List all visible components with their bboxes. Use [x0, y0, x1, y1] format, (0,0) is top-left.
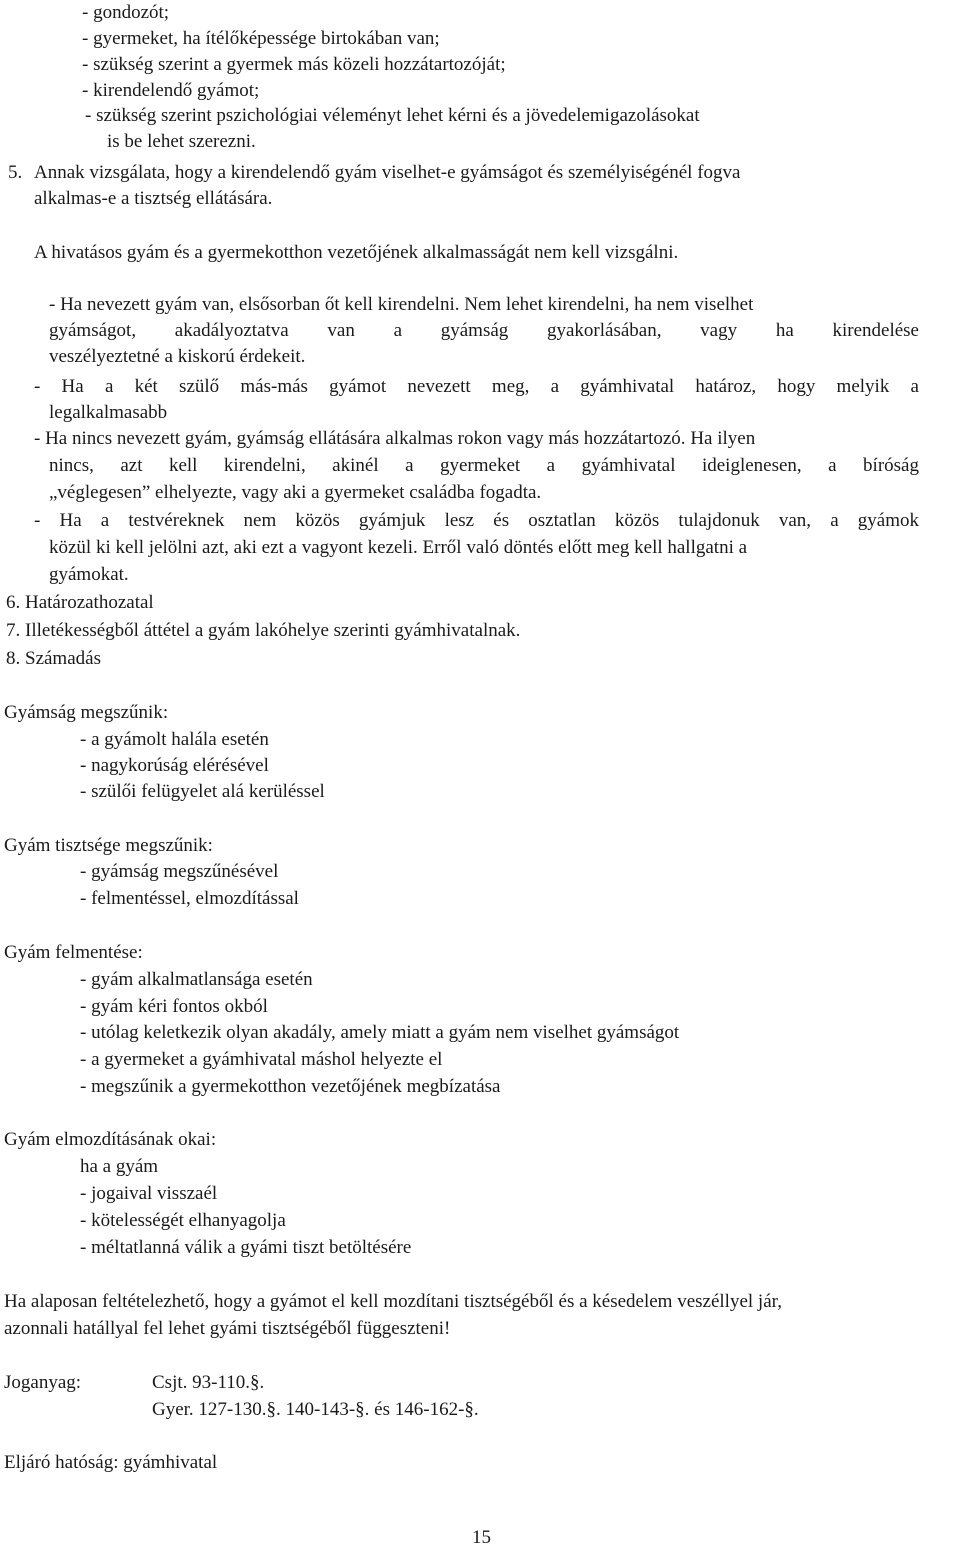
paragraph-line [49, 294, 753, 316]
paragraph-line: Ha alaposan feltételezhető, hogy a gyámot el kell mozdítani tisztségéből és a késedelem veszéllyel jár, [4, 1291, 782, 1312]
list-item: - utólag keletkezik olyan akadály, amely miatt a gyám nem viselhet gyámságot [80, 1022, 680, 1043]
numbered-item: 8. Számadás [6, 648, 101, 669]
paragraph: A hivatásos gyám és a gyermekotthon vezetőjének alkalmasságát nem kell vizsgálni. [34, 242, 679, 263]
sentence: - Ha nincs nevezett gyám, gyámság ellátására alkalmas rokon vagy más hozzátartozó. [34, 428, 686, 449]
paragraph-line: - Ha a két szülő más-más gyámot nevezett meg, a gyámhivatal határoz, hogy melyik a [34, 376, 919, 397]
paragraph-line [49, 537, 747, 559]
section-title: Gyámság megszűnik: [4, 702, 169, 723]
list-item: - nagykorúság elérésével [80, 755, 269, 776]
section-title: Gyám elmozdításának okai: [4, 1129, 217, 1150]
paragraph-line: gyámokat. [49, 564, 129, 585]
page-number: 15 [472, 1527, 491, 1548]
list-line: - kirendelendő gyámot; [82, 80, 260, 101]
list-line: - szükség szerint pszichológiai véleményt lehet kérni és a jövedelemigazolásokat [85, 105, 700, 126]
list-item: ha a gyám [80, 1156, 159, 1177]
list-item: - gyámság megszűnésével [80, 861, 279, 882]
paragraph-line: azonnali hatállyal fel lehet gyámi tisztségéből függeszteni! [4, 1318, 451, 1339]
paragraph-line: alkalmas-e a tisztség ellátására. [34, 188, 273, 209]
numbered-item: 6. Határozathozatal [6, 592, 154, 613]
joganyag-label: Joganyag: [4, 1372, 82, 1393]
list-item: - felmentéssel, elmozdítással [80, 888, 299, 909]
sentence: Ha ilyen [690, 428, 756, 449]
list-item: - a gyámolt halála esetén [80, 729, 269, 750]
list-item: - kötelességét elhanyagolja [80, 1210, 286, 1231]
paragraph-line: - Ha a testvéreknek nem közös gyámjuk lesz és osztatlan közös tulajdonuk van, a gyámok [34, 510, 919, 531]
section-title: Gyám felmentése: [4, 942, 143, 963]
list-item: - gyám kéri fontos okból [80, 996, 268, 1017]
list-item: - méltatlanná válik a gyámi tiszt betöltésére [80, 1237, 412, 1258]
sentence: - Ha nevezett gyám van, elsősorban őt kell kirendelni. [49, 294, 460, 315]
paragraph-line [34, 428, 755, 450]
joganyag-ref: Gyer. 127-130.§. 140-143-§. és 146-162-§. [152, 1399, 479, 1420]
list-item: - gyám alkalmatlansága esetén [80, 969, 313, 990]
sentence: közül ki kell jelölni azt, aki ezt a vagyont kezeli. [49, 537, 418, 558]
numbered-item: 7. Illetékességből áttétel a gyám lakóhelye szerinti gyámhivatalnak. [6, 620, 521, 641]
paragraph-line: legalkalmasabb [49, 402, 168, 423]
sentence: Erről való döntés előtt meg kell hallgatni a [422, 537, 748, 558]
section-title: Gyám tisztsége megszűnik: [4, 835, 213, 856]
item-number: 5. [8, 162, 23, 183]
list-item: - megszűnik a gyermekotthon vezetőjének megbízatása [80, 1076, 501, 1097]
list-item: - jogaival visszaél [80, 1183, 218, 1204]
paragraph-line: nincs, azt kell kirendelni, akinél a gyermeket a gyámhivatal ideiglenesen, a bíróság [49, 455, 919, 476]
list-item: - a gyermeket a gyámhivatal máshol helyezte el [80, 1049, 443, 1070]
list-line: - gyermeket, ha ítélőképessége birtokában van; [82, 28, 440, 49]
paragraph-line: „véglegesen” elhelyezte, vagy aki a gyermeket családba fogadta. [49, 482, 542, 503]
list-line: - szükség szerint a gyermek más közeli hozzátartozóját; [82, 54, 506, 75]
paragraph-line: gyámságot, akadályoztatva van a gyámság gyakorlásában, vagy ha kirendelése [49, 320, 919, 341]
paragraph-line: Annak vizsgálata, hogy a kirendelendő gyám viselhet-e gyámságot és személyiségénél fogva [34, 162, 741, 183]
list-line: - gondozót; [82, 2, 170, 23]
joganyag-ref: Csjt. 93-110.§. [152, 1372, 265, 1393]
sentence: Nem lehet kirendelni, ha nem viselhet [464, 294, 754, 315]
paragraph-line: veszélyeztetné a kiskorú érdekeit. [49, 346, 306, 367]
authority-line: Eljáró hatóság: gyámhivatal [4, 1452, 218, 1473]
list-item: - szülői felügyelet alá kerüléssel [80, 781, 325, 802]
list-line: is be lehet szerezni. [107, 131, 256, 152]
